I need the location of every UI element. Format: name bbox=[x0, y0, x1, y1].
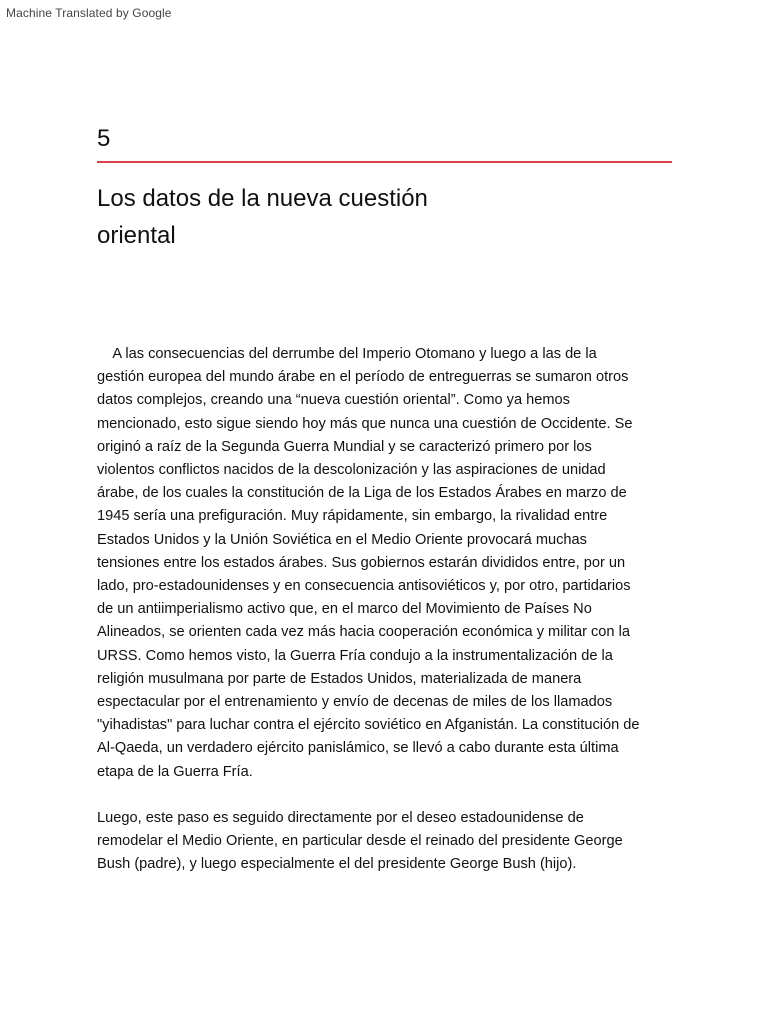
text-line: árabe, de los cuales la constitución de la Liga de los Estados Árabes en marzo de bbox=[97, 485, 627, 502]
paragraph-1 bbox=[97, 343, 677, 784]
chapter-divider bbox=[97, 161, 672, 163]
text-line: remodelar el Medio Oriente, en particular desde el reinado del presidente George bbox=[97, 833, 623, 850]
chapter-number: 5 bbox=[97, 125, 111, 152]
text-line: Luego, este paso es seguido directamente por el deseo estadounidense de bbox=[97, 809, 584, 826]
text-line: tensiones entre los estados árabes. Sus gobiernos estarán divididos entre, por un bbox=[97, 554, 626, 571]
text-line: religión musulmana por parte de Estados Unidos, materializada de manera bbox=[97, 670, 582, 687]
paragraph-gap bbox=[97, 784, 677, 807]
body-text bbox=[97, 343, 677, 876]
text-line: violentos conflictos nacidos de la descolonización y las aspiraciones de unidad bbox=[97, 462, 606, 479]
text-line: gestión europea del mundo árabe en el período de entreguerras se sumaron otros bbox=[97, 369, 629, 386]
text-line: lado, pro-estadounidenses y en consecuencia antisoviéticos y, por otro, partidarios bbox=[97, 578, 631, 595]
text-line: Estados Unidos y la Unión Soviética en el Medio Oriente provocará muchas bbox=[97, 531, 587, 548]
text-line: etapa de la Guerra Fría. bbox=[97, 763, 253, 780]
text-line: datos complejos, creando una “nueva cuestión oriental”. Como ya hemos bbox=[97, 392, 570, 409]
text-line: 1945 sería una prefiguración. Muy rápidamente, sin embargo, la rivalidad entre bbox=[97, 508, 608, 525]
chapter-title-line: oriental bbox=[97, 222, 176, 249]
chapter-title-line: Los datos de la nueva cuestión bbox=[97, 185, 428, 212]
text-line: Bush (padre), y luego especialmente el del presidente George Bush (hijo). bbox=[97, 856, 577, 873]
text-line: A las consecuencias del derrumbe del Imperio Otomano y luego a las de la bbox=[97, 346, 597, 362]
text-line: mencionado, esto sigue siendo hoy más que nunca una cuestión de Occidente. Se bbox=[97, 415, 633, 432]
text-line: originó a raíz de la Segunda Guerra Mundial y se caracterizó primero por los bbox=[97, 438, 592, 455]
text-line: Alineados, se orienten cada vez más hacia cooperación económica y militar con la bbox=[97, 624, 630, 641]
text-line: URSS. Como hemos visto, la Guerra Fría condujo a la instrumentalización de la bbox=[97, 647, 613, 664]
paragraph-2 bbox=[97, 807, 677, 877]
machine-translation-notice: Machine Translated by Google bbox=[6, 6, 172, 20]
text-line: de un antiimperialismo activo que, en el marco del Movimiento de Países No bbox=[97, 601, 592, 618]
text-line: "yihadistas" para luchar contra el ejército soviético en Afganistán. La constitución de bbox=[97, 717, 640, 734]
text-line: espectacular por el entrenamiento y envío de decenas de miles de los llamados bbox=[97, 694, 613, 711]
chapter-title bbox=[97, 180, 517, 254]
text-line: Al-Qaeda, un verdadero ejército panislámico, se llevó a cabo durante esta última bbox=[97, 740, 619, 757]
